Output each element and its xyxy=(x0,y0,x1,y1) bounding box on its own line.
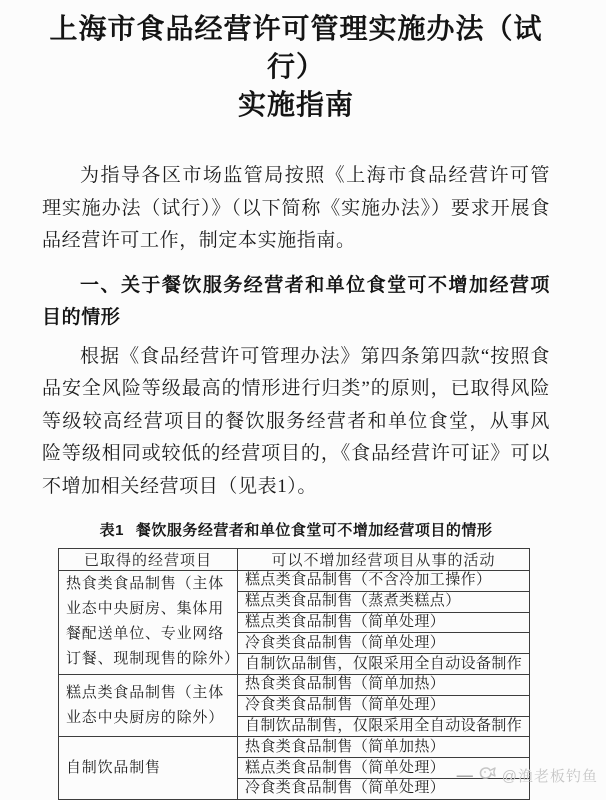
page-number-dash: — xyxy=(456,766,472,784)
activity-cell: 冷食类食品制售（简单处理） xyxy=(238,695,530,716)
header-allowed-activities: 可以不增加经营项目从事的活动 xyxy=(238,549,530,571)
section-1-paragraph: 根据《食品经营许可管理办法》第四条第四款“按照食品安全风险等级最高的情形进行归类”的原则，已取得风险等级较高经营项目的餐饮服务经营者和单位食堂，从事风险等级相同或较低的经营项目的，《食品经营许可证》可以不增加相关经营项目（见表1）。 xyxy=(42,345,550,497)
document-title xyxy=(42,10,550,124)
header-acquired-items: 已取得的经营项目 xyxy=(59,549,238,571)
acquired-item-cell: 糕点类食品制售（主体业态中央厨房的除外） xyxy=(59,674,238,736)
table-caption-text: 餐饮服务经营者和单位食堂可不增加经营项目的情形 xyxy=(135,522,493,539)
acquired-item-cell: 热食类食品制售（主体业态中央厨房、集体用餐配送单位、专业网络订餐、现制现售的除外） xyxy=(59,571,238,675)
activity-cell: 糕点类食品制售（简单处理） xyxy=(238,612,530,633)
document-title-line1: 上海市食品经营许可管理实施办法（试行） xyxy=(49,13,543,82)
activity-cell: 冷食类食品制售（简单处理） xyxy=(238,633,530,654)
section-1-heading: 一、关于餐饮服务经营者和单位食堂可不增加经营项目的情形 xyxy=(42,274,550,328)
intro-paragraph: 为指导各区市场监管局按照《上海市食品经营许可管理实施办法（试行）》（以下简称《实施办法》）要求开展食品经营许可工作，制定本实施指南。 xyxy=(42,165,550,251)
activity-cell: 糕点类食品制售（不含冷加工操作） xyxy=(238,571,530,592)
table-row xyxy=(59,571,530,592)
activity-cell: 糕点类食品制售（蒸煮类糕点） xyxy=(238,591,530,612)
activity-cell: 糕点类食品制售（简单处理） xyxy=(238,758,530,779)
watermark-text: @渔老板钓鱼 xyxy=(501,768,598,785)
document-title-line2: 实施指南 xyxy=(237,89,354,120)
table-caption xyxy=(42,519,550,540)
activity-cell: 热食类食品制售（简单加热） xyxy=(238,674,530,695)
activity-cell: 热食类食品制售（简单加热） xyxy=(238,737,530,758)
footer xyxy=(457,765,598,786)
table-row xyxy=(59,737,530,758)
fish-logo-icon xyxy=(478,765,498,786)
table-caption-label: 表1 xyxy=(99,522,124,539)
table-header-row xyxy=(59,549,530,571)
acquired-item-cell: 自制饮品制售 xyxy=(59,737,238,799)
activity-cell: 自制饮品制售，仅限采用全自动设备制作 xyxy=(238,654,530,675)
permit-items-table xyxy=(58,548,530,800)
activity-cell: 自制饮品制售，仅限采用全自动设备制作 xyxy=(238,716,530,737)
activity-cell: 冷食类食品制售（简单处理） xyxy=(238,778,530,799)
table-row xyxy=(59,674,530,695)
